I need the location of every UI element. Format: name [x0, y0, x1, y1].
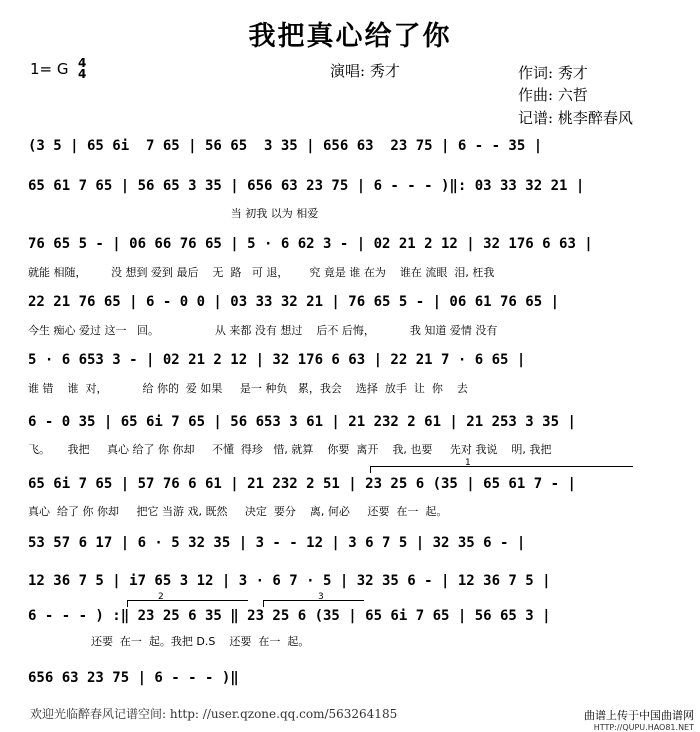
volta-bracket-1 [370, 466, 633, 473]
site-credit-text: 曲谱上传于中国曲谱网 [584, 709, 694, 722]
time-signature-bottom: 4 [78, 67, 87, 81]
score-row-5: 5 · 6 653 3 - | 02 21 2 12 | 32 176 6 63 | 22 21 7 · 6 65 | [28, 352, 526, 368]
score-row-6: 6 - 0 35 | 65 6i 7 65 | 56 653 3 61 | 21 232 2 61 | 21 253 3 35 | [28, 414, 576, 430]
singer: 演唱: 秀才 [330, 62, 400, 80]
score-row-4: 22 21 76 65 | 6 - 0 0 | 03 33 32 21 | 76 65 5 - | 06 61 76 65 | [28, 294, 560, 310]
score-row-9: 12 36 7 5 | i7 65 3 12 | 3 · 6 7 · 5 | 32 35 6 - | 12 36 7 5 | [28, 573, 551, 589]
lyricist: 作词: 秀才 [518, 64, 588, 82]
volta-number-3: 3 [318, 592, 324, 602]
site-credit [584, 707, 694, 732]
score-row-8: 53 57 6 17 | 6 · 5 32 35 | 3 - - 12 | 3 6 7 5 | 32 35 6 - | [28, 535, 526, 551]
volta-bracket-2 [127, 600, 248, 607]
volta-number-1: 1 [465, 458, 471, 468]
lyrics-row-2: 当 初我 以为 相爱 [28, 207, 319, 220]
time-signature [78, 58, 86, 80]
score-row-2: 65 61 7 65 | 56 65 3 35 | 656 63 23 75 | 6 - - - )‖: 03 33 32 21 | [28, 178, 585, 194]
lyrics-row-5: 谁 错 谁 对， 给 你的 爱 如果 是一 种负 累，我会 选择 放手 让 你 去 [28, 382, 468, 395]
volta-number-2: 2 [158, 592, 164, 602]
time-signature-top: 4 [78, 56, 87, 70]
score-row-10: 6 - - - ) :‖ 23 25 6 35 ‖ 23 25 6 (35 | 65 6i 7 65 | 56 65 3 | [28, 608, 551, 624]
lyrics-row-4: 今生 痴心 爱过 这一 回。 从 来都 没有 想过 后不 后悔， 我 知道 爱情 没有 [28, 324, 498, 337]
score-row-7: 65 6i 7 65 | 57 76 6 61 | 21 232 2 51 | 23 25 6 (35 | 65 61 7 - | [28, 476, 576, 492]
composer: 作曲: 六哲 [518, 86, 588, 104]
footer-text: 欢迎光临醉春风记谱空间: http: //user.qzone.qq.com/563264185 [30, 707, 398, 721]
score-row-3: 76 65 5 - | 06 66 76 65 | 5 · 6 62 3 - | 02 21 2 12 | 32 176 6 63 | [28, 236, 593, 252]
score-row-1: (3 5 | 65 6i 7 65 | 56 65 3 35 | 656 63 23 75 | 6 - - 35 | [28, 138, 543, 154]
lyrics-row-6: 飞。 我把 真心 给了 你 你却 不懂 得珍 惜, 就算 你要 离开 我, 也要 先对 我说 明, 我把 [28, 443, 552, 456]
volta-bracket-3 [263, 600, 364, 607]
lyrics-row-7: 真心 给了 你 你却 把它 当游 戏, 既然 决定 要分 离, 何必 还要 在一 起。 [28, 505, 448, 518]
song-title: 我把真心给了你 [248, 21, 452, 52]
score-row-11: 656 63 23 75 | 6 - - - )‖ [28, 670, 239, 686]
lyrics-row-10: 还要 在一 起。我把 D.S 还要 在一 起。 [28, 635, 310, 648]
lyrics-row-3: 就能 相随， 没 想到 爱到 最后 无 路 可 退， 究 竟是 谁 在为 谁在 流眼 泪, 枉我 [28, 266, 495, 279]
key-signature: 1= G [30, 60, 69, 78]
site-credit-url: HTTP://QUPU.HAO81.NET [593, 723, 694, 732]
transcriber: 记谱: 桃李醉春风 [518, 109, 633, 127]
